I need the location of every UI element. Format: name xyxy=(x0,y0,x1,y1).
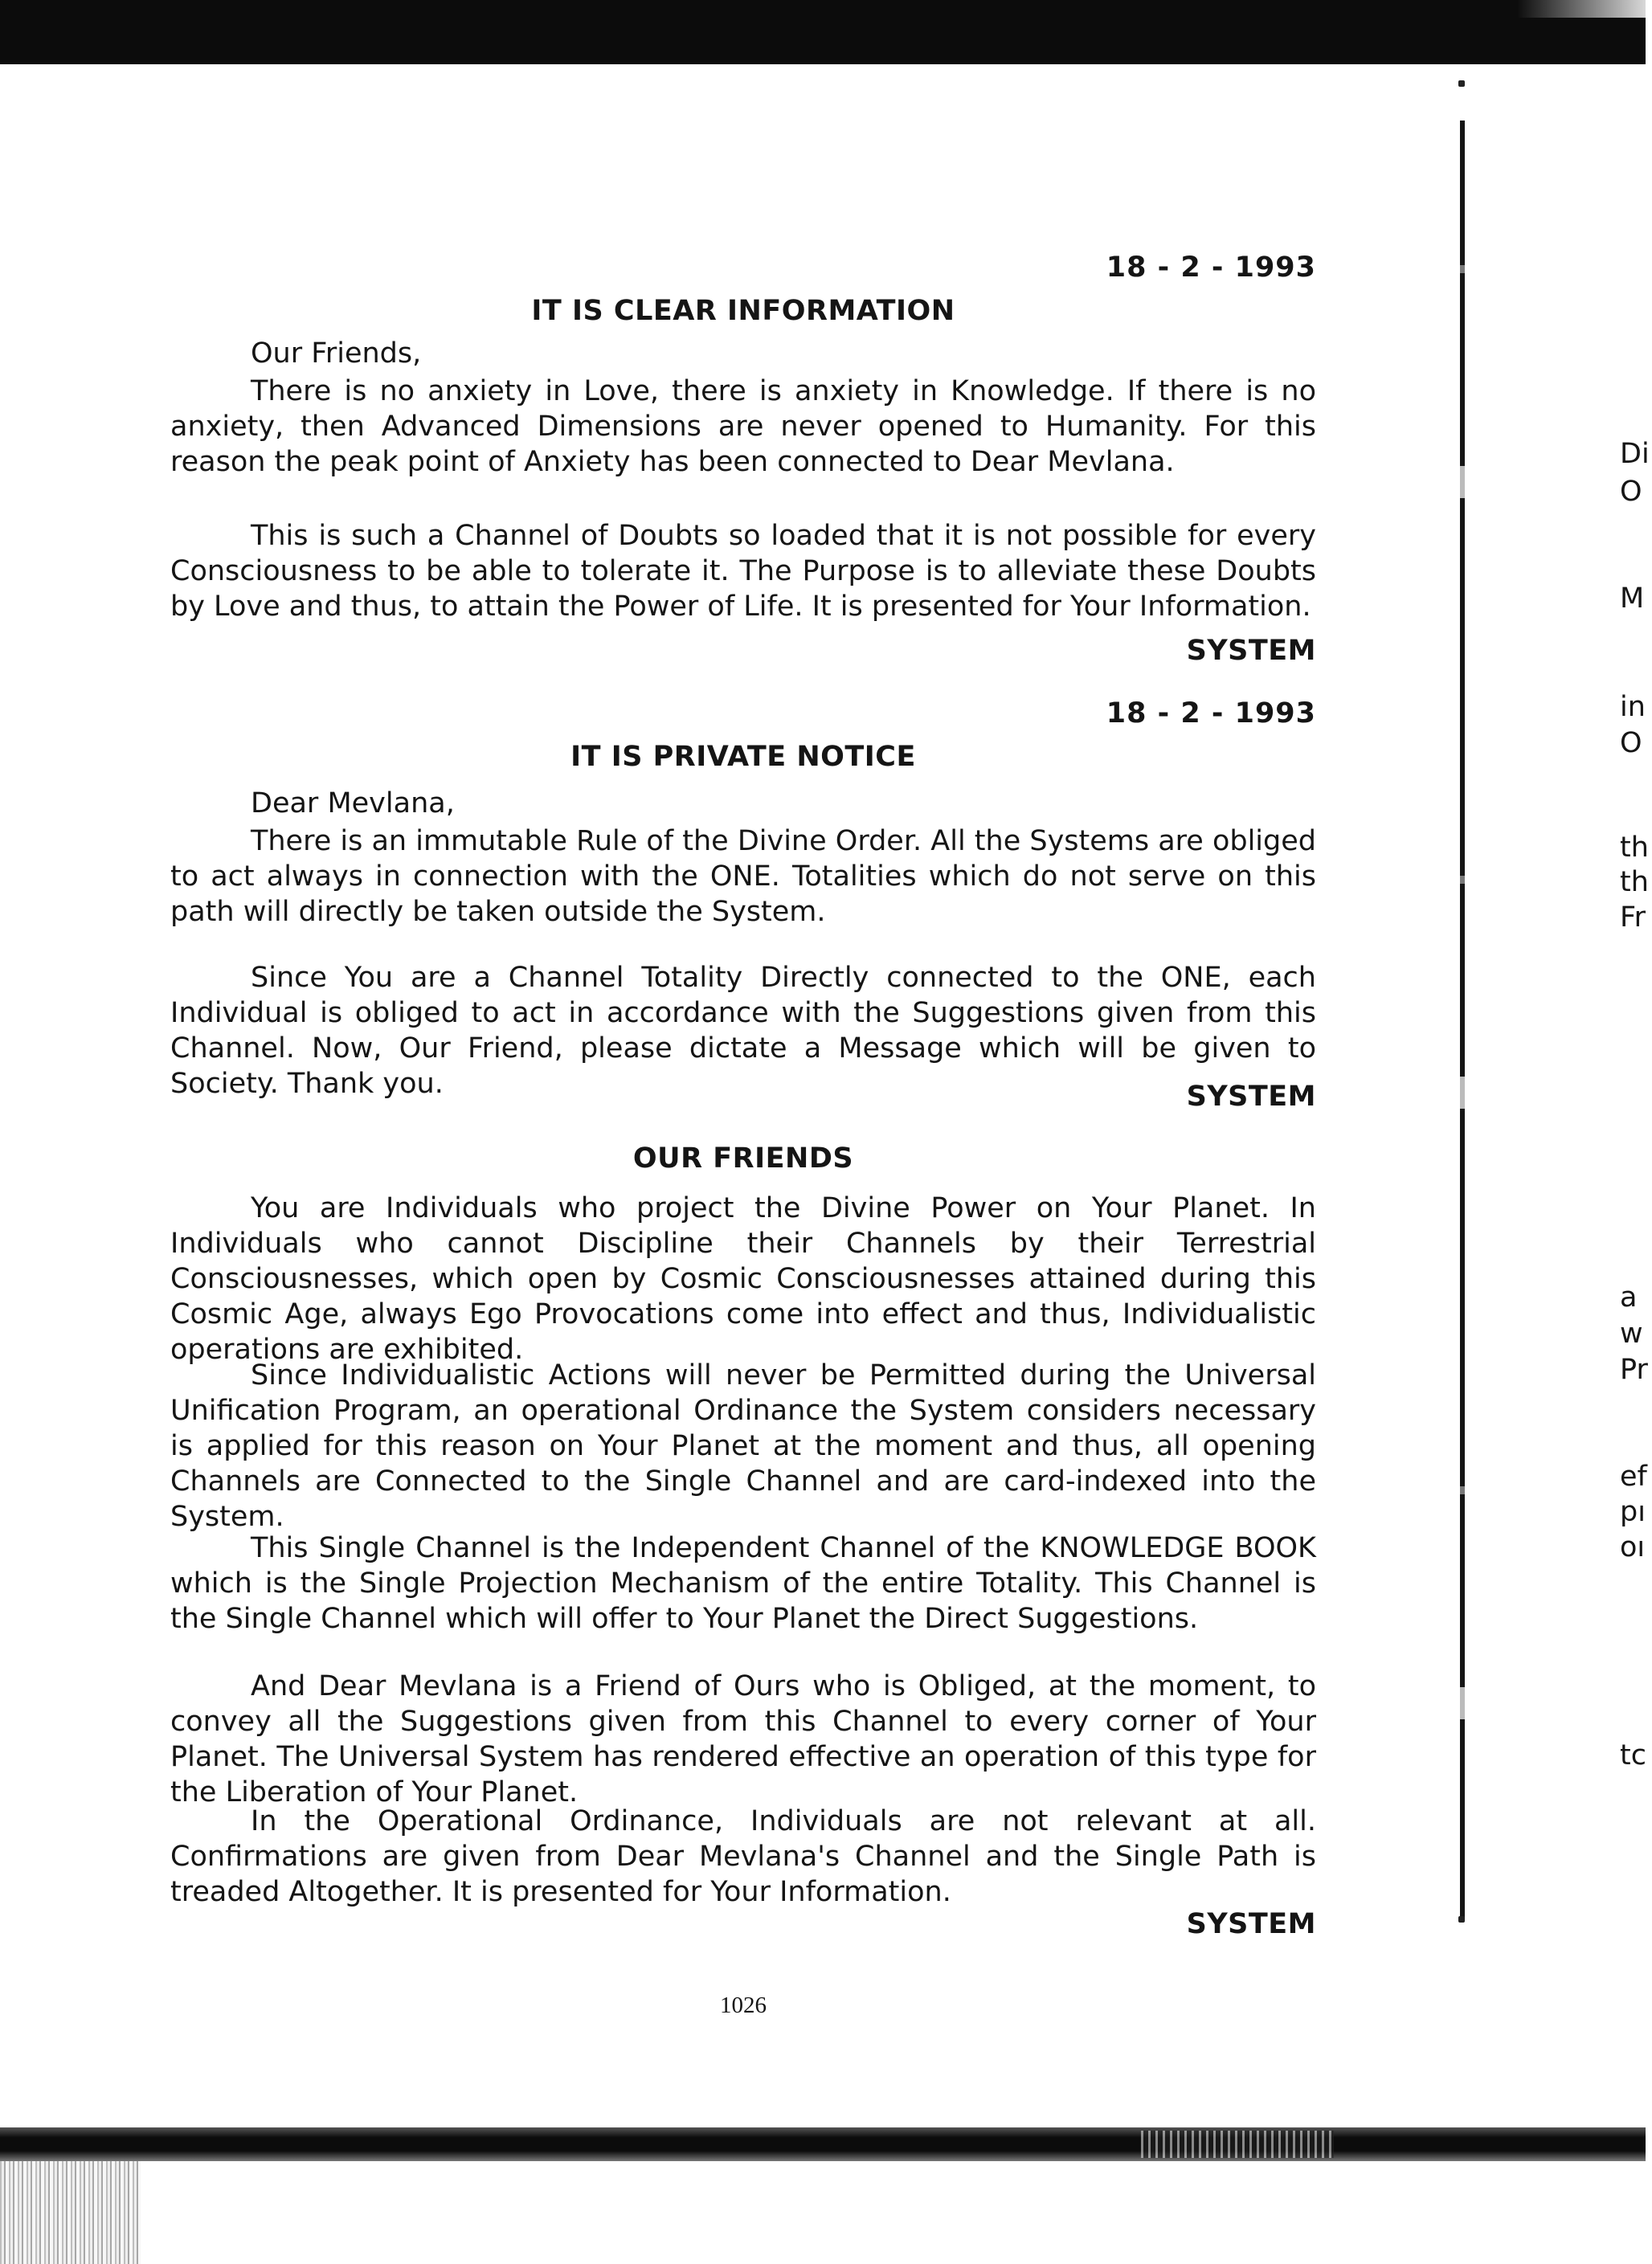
paragraph: This is such a Channel of Doubts so loaded that it is not possible for every Consciousness to be able to tolerate it. The Purpose is to alleviate these Doubts by Love and thus, to attain the Power of Life. It is presented for Your Information. xyxy=(170,520,1316,623)
section-heading: IT IS CLEAR INFORMATION xyxy=(531,295,955,327)
adjacent-page-fragment: th xyxy=(1620,866,1649,898)
paragraph: And Dear Mevlana is a Friend of Ours who is Obliged, at the moment, to convey all the Suggestions given from this Channel to every corner of Your Planet. The Universal System has rendered effective an operation of this type for the Liberation of Your Planet. xyxy=(170,1670,1316,1808)
adjacent-page-fragment: tc xyxy=(1620,1739,1646,1772)
paragraph: There is an immutable Rule of the Divine Order. All the Systems are obliged to act always in connection with the ONE. Totalities which do not serve on this path will directly be taken outside the System. xyxy=(170,825,1317,928)
adjacent-page-fragment: w xyxy=(1620,1318,1643,1350)
section-date: 18 - 2 - 1993 xyxy=(1106,697,1316,729)
paragraph: In the Operational Ordinance, Individuals are not relevant at all. Confirmations are given from Dear Mevlana's Channel and the Single Path is treaded Altogether. It is presented for Your Information. xyxy=(170,1805,1316,1908)
paragraph: Since Individualistic Actions will never be Permitted during the Universal Unification Program, an operational Ordinance the System considers necessary is applied for this reason on Your Planet at the moment and thus, all opening Channels are Connected to the Single Channel and are card-indexed into the System. xyxy=(170,1359,1316,1533)
adjacent-page-fragment: oı xyxy=(1620,1531,1646,1563)
book-binding-line xyxy=(1460,121,1465,1920)
signature: SYSTEM xyxy=(1186,635,1316,667)
binding-mark xyxy=(1458,1916,1465,1923)
section-heading: OUR FRIENDS xyxy=(632,1142,854,1175)
paragraph: You are Individuals who project the Divine Power on Your Planet. In Individuals who cannot Discipline their Channels by their Terrestrial Consciousnesses, which open by Cosmic Consciousnesses attained during this Cosmic Age, always Ego Provocations come into effect and thus, Individualistic operations are exhibited. xyxy=(170,1192,1316,1366)
adjacent-page-fragment: Di xyxy=(1620,438,1650,470)
adjacent-page-fragment: O xyxy=(1620,476,1642,508)
scan-top-border xyxy=(0,0,1646,64)
page-number: 1026 xyxy=(720,1992,767,2018)
salutation: Dear Mevlana, xyxy=(251,787,455,819)
adjacent-page-fragment: Fr xyxy=(1620,901,1646,934)
adjacent-page-fragment: Pr xyxy=(1620,1354,1648,1386)
paragraph: This Single Channel is the Independent Channel of the KNOWLEDGE BOOK which is the Single Projection Mechanism of the entire Totality. This Channel is the Single Channel which will offer to Your Planet the Direct Suggestions. xyxy=(170,1532,1316,1635)
adjacent-page-fragment: O xyxy=(1620,727,1642,759)
adjacent-page-fragment: pı xyxy=(1620,1496,1646,1528)
scan-top-border-fade xyxy=(1517,0,1646,18)
scan-bottom-border xyxy=(0,2127,1646,2161)
section-date: 18 - 2 - 1993 xyxy=(1106,251,1316,284)
paragraph: Since You are a Channel Totality Directly connected to the ONE, each Individual is obliged to act in accordance with the Suggestions given from this Channel. Now, Our Friend, please dictate a Message which will be given to Society. Thank you. xyxy=(170,962,1316,1100)
paragraph: There is no anxiety in Love, there is anxiety in Knowledge. If there is no anxiety, then Advanced Dimensions are never opened to Humanity. For this reason the peak point of Anxiety has been connected to Dear Mevlana. xyxy=(170,375,1316,478)
salutation: Our Friends, xyxy=(251,337,422,370)
section-heading: IT IS PRIVATE NOTICE xyxy=(570,741,916,773)
signature: SYSTEM xyxy=(1186,1908,1316,1940)
adjacent-page-fragment: a xyxy=(1620,1281,1638,1314)
signature: SYSTEM xyxy=(1186,1081,1316,1113)
adjacent-page-fragment: M xyxy=(1620,582,1645,615)
scan-bottom-specks xyxy=(1141,2131,1334,2158)
scan-corner-noise xyxy=(0,2161,141,2264)
adjacent-page-fragment: th xyxy=(1620,832,1649,864)
binding-mark xyxy=(1458,80,1465,87)
adjacent-page-fragment: ef xyxy=(1620,1461,1647,1493)
adjacent-page-fragment: in xyxy=(1620,691,1646,723)
